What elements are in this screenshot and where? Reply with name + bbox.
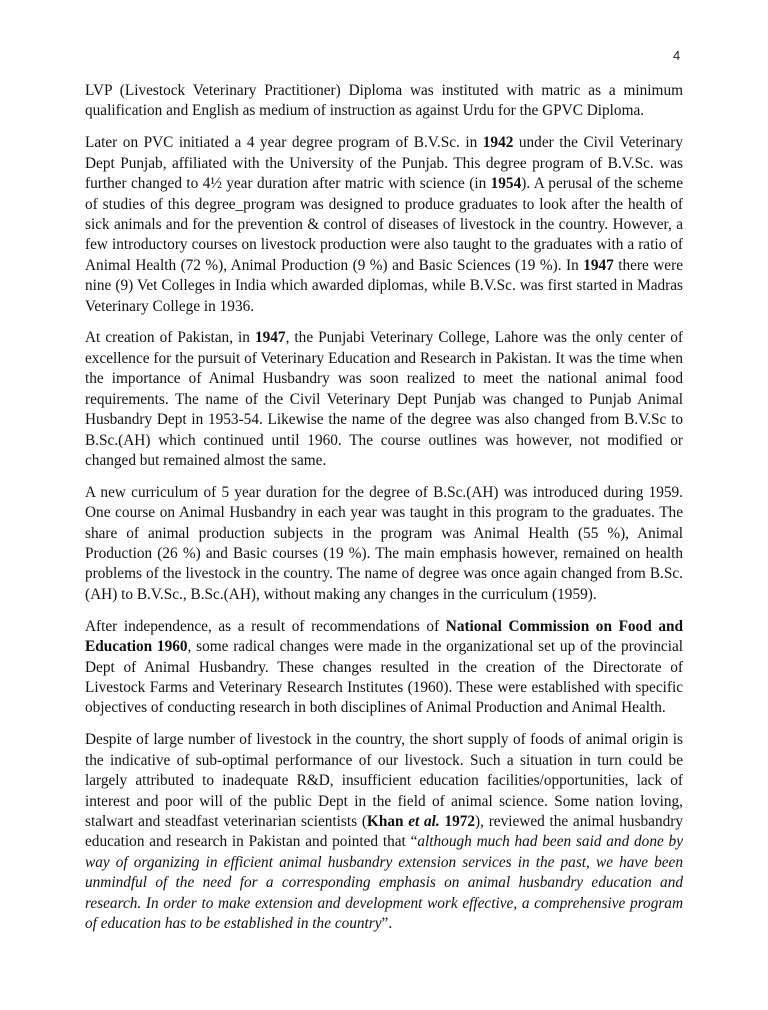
body-text (85, 81, 683, 946)
text-segment-bold: National Commission on Food and Education 1960 (85, 617, 683, 656)
text-segment-bold-italic: et al. (408, 812, 440, 830)
paragraph-lvp-diploma (85, 81, 683, 122)
text-segment-normal: under the Civil Veterinary Dept Punjab, affiliated with the University of the Punjab. This degree program of B.V.Sc. was further changed to 4½ year duration after matric with science (in (85, 134, 683, 193)
text-segment-normal: there were nine (9) Vet Colleges in India which awarded diplomas, while B.V.Sc. was first started in Madras Veterinary College in 1936. (85, 256, 683, 315)
paragraph-livestock-supply (85, 730, 683, 934)
text-segment-normal: ). A perusal of the scheme of studies of this degree_program was designed to produce graduates to look after the health of sick animals and for the prevention & control of diseases of livestock in the country. However, a few introductory courses on livestock production were also taught to the graduates with a ratio of Animal Health (72 %), Animal Production (9 %) and Basic Sciences (19 %). In (85, 175, 683, 274)
text-segment-normal: Later on PVC initiated a 4 year degree program of B.V.Sc. in (85, 134, 483, 152)
text-segment-normal: ), reviewed the animal husbandry education and research in Pakistan and pointed that “ (85, 812, 683, 851)
text-segment-normal: LVP (Livestock Veterinary Practitioner) Diploma was instituted with matric as a minimum qualification and English as medium of instruction as against Urdu for the GPVC Diploma. (85, 82, 683, 120)
paragraph-new-curriculum (85, 483, 683, 605)
text-segment-normal: At creation of Pakistan, in (85, 329, 255, 347)
text-segment-bold: 1972 (439, 812, 476, 830)
text-segment-normal: Despite of large number of livestock in the country, the short supply of foods of animal origin is the indicative of sub-optimal performance of our livestock. Such a situation in turn could be largely attributed to inadequate R&D, insufficient education facilities/opportunities, lack of interest and poor will of the public Dept in the field of animal science. Some nation loving, stalwart and steadfast veterinarian scientists ( (85, 731, 683, 830)
text-segment-bold: 1954 (490, 175, 522, 193)
text-segment-normal: ”. (381, 914, 393, 932)
paragraph-bvsc-program (85, 133, 683, 317)
text-segment-italic: although much had been said and done by way of organizing in efficient animal husbandry extension services in the past, we have been unmindful of the need for a corresponding emphasis on animal husbandry education and research. In order to make extension and development work effective, a comprehensive program of education has to be established in the country (85, 833, 683, 932)
text-segment-normal: A new curriculum of 5 year duration for the degree of B.Sc.(AH) was introduced during 1959. One course on Animal Husbandry in each year was taught in this program to the graduates. The share of animal production subjects in the program was Animal Health (55 %), Animal Production (26 %) and Basic courses (19 %). The main emphasis however, remained on health problems of the livestock in the country. The name of degree was once again changed from B.Sc.(AH) to B.V.Sc., B.Sc.(AH), without making any changes in the curriculum (1959). (85, 483, 683, 603)
text-segment-bold: 1947 (583, 256, 614, 274)
text-segment-bold: Khan (366, 812, 409, 830)
paragraph-creation-of-pakistan (85, 328, 683, 471)
paragraph-after-independence (85, 617, 683, 719)
text-segment-normal: After independence, as a result of recommendations of (85, 617, 446, 635)
text-segment-normal: , the Punjabi Veterinary College, Lahore was the only center of excellence for the pursuit of Veterinary Education and Research in Pakistan. It was the time when the importance of Animal Husbandry was soon realized to meet the national animal food requirements. The name of the Civil Veterinary Dept Punjab was changed to Punjab Animal Husbandry Dept in 1953-54. Likewise the name of the degree was also changed from B.V.Sc to B.Sc.(AH) which continued until 1960. The course outlines was however, not modified or changed but remained almost the same. (85, 329, 683, 469)
page-number: 4 (673, 48, 681, 63)
text-segment-bold: 1942 (482, 134, 514, 152)
text-segment-bold: 1947 (254, 329, 286, 347)
text-segment-normal: , some radical changes were made in the organizational set up of the provincial Dept of Animal Husbandry. These changes resulted in the creation of the Directorate of Livestock Farms and Veterinary Research Institutes (1960). These were established with specific objectives of conducting research in both disciplines of Animal Production and Animal Health. (85, 638, 683, 717)
